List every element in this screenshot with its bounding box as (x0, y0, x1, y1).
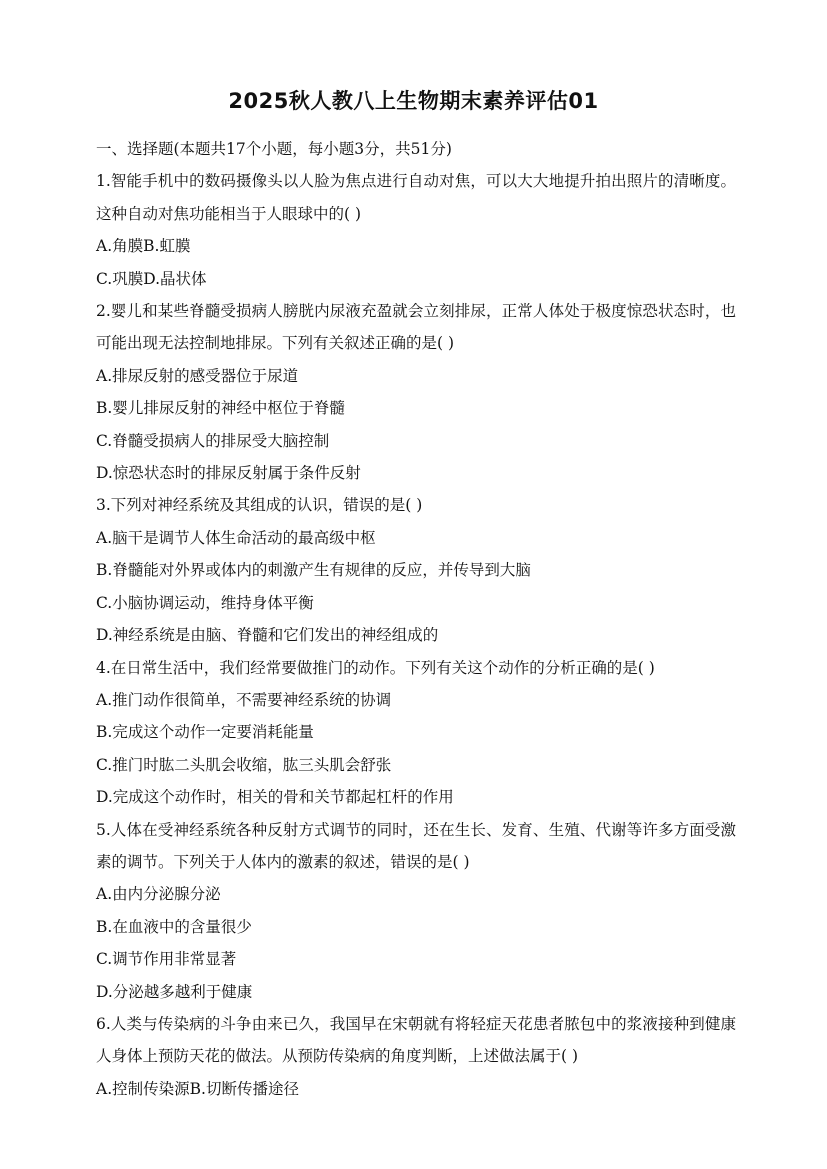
question-option: A.推门动作很简单，不需要神经系统的协调 (96, 690, 392, 709)
question-option: A.角膜B.虹膜 (96, 237, 191, 256)
question-option: C.推门时肱二头肌会收缩，肱三头肌会舒张 (96, 755, 392, 774)
question-option: B.脊髓能对外界或体内的刺激产生有规律的反应，并传导到大脑 (96, 561, 531, 580)
question-stem: 2.婴儿和某些脊髓受损病人膀胱内尿液充盈就会立刻排尿，正常人体处于极度惊恐状态时，也可能出现无法控制地排尿。下列有关叙述正确的是( ) (96, 302, 736, 353)
question-option: A.控制传染源B.切断传播途径 (96, 1079, 299, 1098)
question-option: A.由内分泌腺分泌 (96, 885, 221, 904)
question-option: B.婴儿排尿反射的神经中枢位于脊髓 (96, 399, 345, 418)
question-stem: 3.下列对神经系统及其组成的认识，错误的是( ) (96, 496, 423, 515)
question-option: A.脑干是调节人体生命活动的最高级中枢 (96, 528, 376, 547)
question-option: B.在血液中的含量很少 (96, 917, 252, 936)
document-title: 2025秋人教八上生物期末素养评估01 (228, 89, 599, 113)
question-option: D.分泌越多越利于健康 (96, 982, 253, 1001)
question-stem: 4.在日常生活中，我们经常要做推门的动作。下列有关这个动作的分析正确的是( ) (96, 658, 655, 677)
question-option: D.完成这个动作时，相关的骨和关节都起杠杆的作用 (96, 788, 454, 807)
question-option: C.脊髓受损病人的排尿受大脑控制 (96, 431, 330, 450)
question-stem: 5.人体在受神经系统各种反射方式调节的同时，还在生长、发育、生殖、代谢等许多方面受激素的调节。下列关于人体内的激素的叙述，错误的是( ) (96, 820, 736, 871)
question-option: B.完成这个动作一定要消耗能量 (96, 723, 314, 742)
question-stem: 6.人类与传染病的斗争由来已久，我国早在宋朝就有将轻症天花患者脓包中的浆液接种到健康人身体上预防天花的做法。从预防传染病的角度判断，上述做法属于( ) (96, 1014, 736, 1066)
question-option: D.神经系统是由脑、脊髓和它们发出的神经组成的 (96, 626, 439, 645)
question-option: C.调节作用非常显著 (96, 950, 237, 969)
question-option: A.排尿反射的感受器位于尿道 (96, 366, 299, 385)
question-option: C.巩膜D.晶状体 (96, 269, 207, 288)
question-stem: 1.智能手机中的数码摄像头以人脸为焦点进行自动对焦，可以大大地提升拍出照片的清晰度。这种自动对焦功能相当于人眼球中的( ) (96, 172, 736, 223)
section-heading: 一、选择题(本题共17个小题，每小题3分，共51分) (96, 140, 452, 158)
document-content (96, 133, 736, 1105)
question-option: D.惊恐状态时的排尿反射属于条件反射 (96, 464, 361, 483)
question-option: C.小脑协调运动，维持身体平衡 (96, 593, 314, 612)
